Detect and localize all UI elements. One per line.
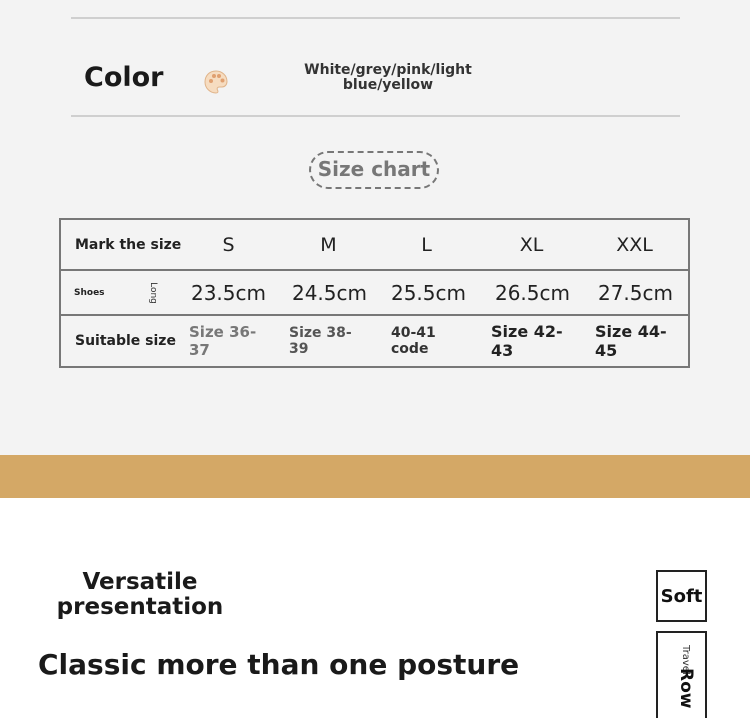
length-cell: 23.5cm: [190, 280, 266, 305]
shoe-length-row: [61, 271, 688, 316]
accent-band: [0, 455, 750, 498]
size-cell: XXL: [616, 233, 653, 256]
divider-top: [71, 17, 680, 19]
long-label-text: Long: [148, 281, 158, 304]
divider-bottom: [71, 115, 680, 117]
vertical-badge: [656, 631, 707, 718]
length-cell: 27.5cm: [597, 280, 673, 305]
soft-badge: Soft: [656, 570, 707, 622]
suitable-cell: Size 38-39: [289, 325, 352, 357]
shoes-label: Shoes: [74, 287, 105, 298]
color-label: Color: [84, 62, 164, 93]
palette-icon: [203, 69, 229, 95]
size-cell: L: [421, 233, 432, 256]
size-cell: M: [320, 233, 337, 256]
size-cell: S: [222, 233, 235, 256]
long-label: [143, 271, 163, 314]
size-cell: XL: [519, 233, 544, 256]
suitable-size-label: Suitable size: [75, 333, 176, 349]
size-header-row: [61, 220, 688, 271]
suitable-cell: Size 36-37: [189, 323, 257, 359]
vertical-badge-big-text: Row: [676, 668, 696, 709]
suitable-cell: Size 44-45: [595, 322, 667, 360]
suitable-cell: Size 42-43: [491, 322, 563, 360]
mark-size-label: Mark the size: [75, 236, 182, 253]
length-cell: 25.5cm: [390, 280, 466, 305]
suitable-cell: 40-41 code: [391, 325, 436, 357]
size-table: [59, 218, 690, 368]
classic-heading: Classic more than one posture: [38, 648, 520, 681]
size-chart-title: Size chart: [309, 151, 439, 189]
versatile-heading: Versatile presentation: [56, 569, 224, 620]
length-cell: 24.5cm: [291, 280, 367, 305]
color-options-text: White/grey/pink/light blue/yellow: [304, 62, 472, 93]
suitable-size-row: [61, 316, 688, 366]
length-cell: 26.5cm: [494, 280, 570, 305]
vertical-badge-small-text: Travel: [680, 645, 691, 675]
